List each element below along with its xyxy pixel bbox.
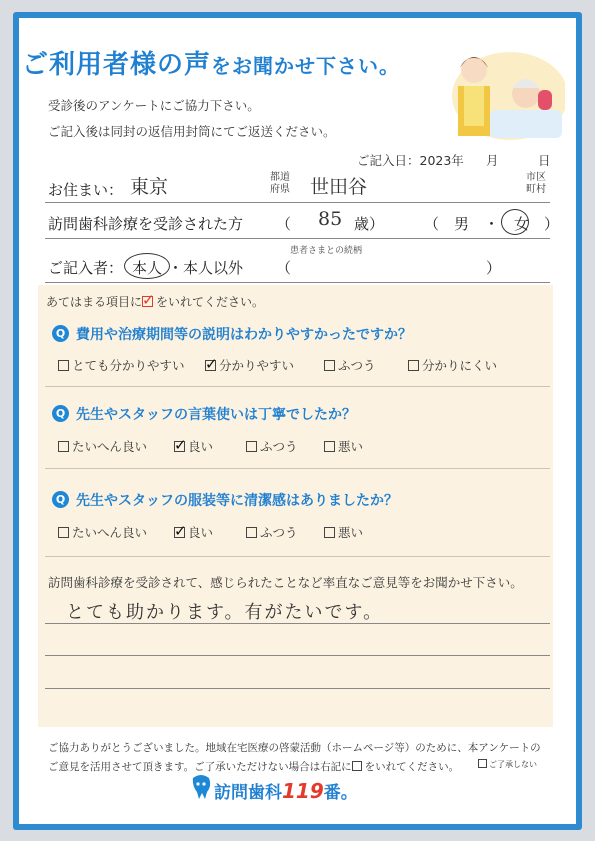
divider (45, 468, 550, 469)
option-label: たいへん良い (72, 439, 148, 454)
mascot-tooth-icon (190, 774, 212, 800)
q3-option-3[interactable] (246, 523, 298, 541)
option-label: 悪い (338, 525, 364, 540)
question-icon: Q (52, 405, 69, 422)
check-mark-icon: ✓ (142, 291, 155, 309)
q1-option-3[interactable] (324, 356, 376, 374)
age-unit: 歳） (354, 215, 385, 233)
age-paren: （ (276, 215, 292, 233)
footer-line-2 (48, 759, 459, 774)
question-1-text: 費用や治療期間等の説明はわかりやすかったですか？ (76, 327, 412, 343)
question-2-text: 先生やスタッフの言葉使いは丁寧でしたか？ (76, 407, 356, 423)
writer-other[interactable]: ・本人以外 (168, 259, 244, 277)
checkbox[interactable] (58, 441, 69, 452)
divider (45, 282, 550, 283)
divider (45, 238, 550, 239)
q1-option-2[interactable] (205, 356, 294, 374)
address-label: お住まい： (48, 181, 124, 199)
pref-suffix-bottom: 府県 (270, 184, 290, 195)
check-mark-icon: ✓ (174, 436, 187, 454)
check-mark-icon: ✓ (205, 355, 218, 373)
question-icon: Q (52, 325, 69, 342)
comments-prompt: 訪問歯科診療を受診されて、感じられたことなど率直なご意見等をお聞かせ下さい。 (48, 575, 523, 590)
footer-line-1: ご協力ありがとうございました。地域在宅医療の啓蒙活動（ホームページ等）のために、本アンケートの (48, 742, 541, 754)
optout-label: ご了承しない (489, 760, 537, 769)
q3-option-4[interactable] (324, 523, 363, 541)
patient-label: 訪問歯科診療を受診された方 (48, 215, 244, 233)
option-label: 良い (188, 525, 214, 540)
footer-line-2-text-b: をいれてください。 (364, 761, 460, 773)
relation-caption: 患者さまとの続柄 (290, 246, 363, 256)
date-day: 日 (538, 153, 551, 168)
writer-self[interactable]: 本人 (132, 259, 163, 277)
checkbox[interactable] (246, 527, 257, 538)
checkbox[interactable] (324, 441, 335, 452)
writer-label: ご記入者： (48, 259, 124, 277)
option-label: とても分かりやすい (72, 358, 185, 373)
option-label: ふつう (260, 525, 298, 540)
city-suffix-bottom: 町村 (526, 184, 546, 195)
option-label: 分かりやすい (219, 358, 295, 373)
optout-option[interactable] (478, 759, 537, 770)
comment-line (45, 655, 550, 656)
age-value[interactable]: 85 (318, 208, 343, 230)
q2-option-1[interactable] (58, 437, 147, 455)
option-label: ふつう (260, 439, 298, 454)
divider (45, 386, 550, 387)
city-value[interactable]: 世田谷 (310, 176, 368, 198)
divider (45, 202, 550, 203)
q3-option-1[interactable] (58, 523, 147, 541)
pref-suffix-top: 都道 (270, 172, 290, 183)
instruction-text: あてはまる項目に (46, 295, 143, 309)
city-suffix-top: 市区 (526, 172, 546, 183)
q2-option-3[interactable] (246, 437, 298, 455)
prefecture-suffix (270, 172, 290, 196)
comment-line (45, 623, 550, 624)
logo-suffix: 番。 (323, 783, 358, 803)
q2-option-2[interactable] (174, 437, 213, 455)
writer-self-circle (124, 253, 170, 279)
option-label: 分かりにくい (422, 358, 498, 373)
instruction (46, 293, 264, 310)
checkbox[interactable] (58, 360, 69, 371)
q3-option-2[interactable] (174, 523, 213, 541)
page-title (22, 44, 400, 81)
sample-checkbox (352, 761, 362, 771)
footer-line-2-text: ご意見を活用させて頂きます。ご了承いただけない場合は右記に (48, 761, 352, 773)
intro-line-2: ご記入後は同封の返信用封筒にてご返送ください。 (48, 124, 336, 139)
logo-text: 訪問歯科 (214, 783, 282, 803)
checkbox[interactable] (246, 441, 257, 452)
prefecture-value[interactable]: 東京 (130, 176, 169, 198)
intro-line-1: 受診後のアンケートにご協力下さい。 (48, 98, 260, 113)
brand-logo (214, 778, 358, 803)
gender-options[interactable]: （ 男 ・ 女 ） (424, 215, 560, 233)
q1-option-1[interactable] (58, 356, 185, 374)
checkbox-checked[interactable] (174, 436, 187, 454)
checkbox[interactable] (324, 527, 335, 538)
title-main: ご利用者様の声 (22, 50, 212, 80)
gender-female-circle (501, 209, 529, 235)
city-suffix (526, 172, 546, 196)
date-label: ご記入日：2023年 (357, 153, 464, 168)
instruction-text-2: をいれてください。 (156, 295, 265, 309)
option-label: 良い (188, 439, 214, 454)
check-mark-icon: ✓ (174, 522, 187, 540)
caregiver-illustration (430, 28, 565, 140)
checkbox-checked[interactable] (174, 522, 187, 540)
logo-number: 119 (282, 779, 324, 803)
comments-handwritten[interactable]: とても助かります。有がたいです。 (66, 602, 384, 623)
sample-checkbox (142, 291, 155, 309)
checkbox[interactable] (58, 527, 69, 538)
option-label: たいへん良い (72, 525, 148, 540)
question-3-text: 先生やスタッフの服装等に清潔感はありましたか？ (76, 493, 398, 509)
q1-option-4[interactable] (408, 356, 497, 374)
option-label: ふつう (338, 358, 376, 373)
option-label: 悪い (338, 439, 364, 454)
date-month: 月 (486, 153, 499, 168)
divider (45, 556, 550, 557)
question-icon: Q (52, 491, 69, 508)
title-rest: をお聞かせ下さい。 (211, 54, 401, 78)
checkbox[interactable] (408, 360, 419, 371)
checkbox-checked[interactable] (205, 355, 218, 373)
optout-checkbox[interactable] (478, 759, 487, 768)
comment-line (45, 688, 550, 689)
relation-field[interactable]: （ ） (276, 259, 502, 277)
checkbox[interactable] (324, 360, 335, 371)
q2-option-4[interactable] (324, 437, 363, 455)
